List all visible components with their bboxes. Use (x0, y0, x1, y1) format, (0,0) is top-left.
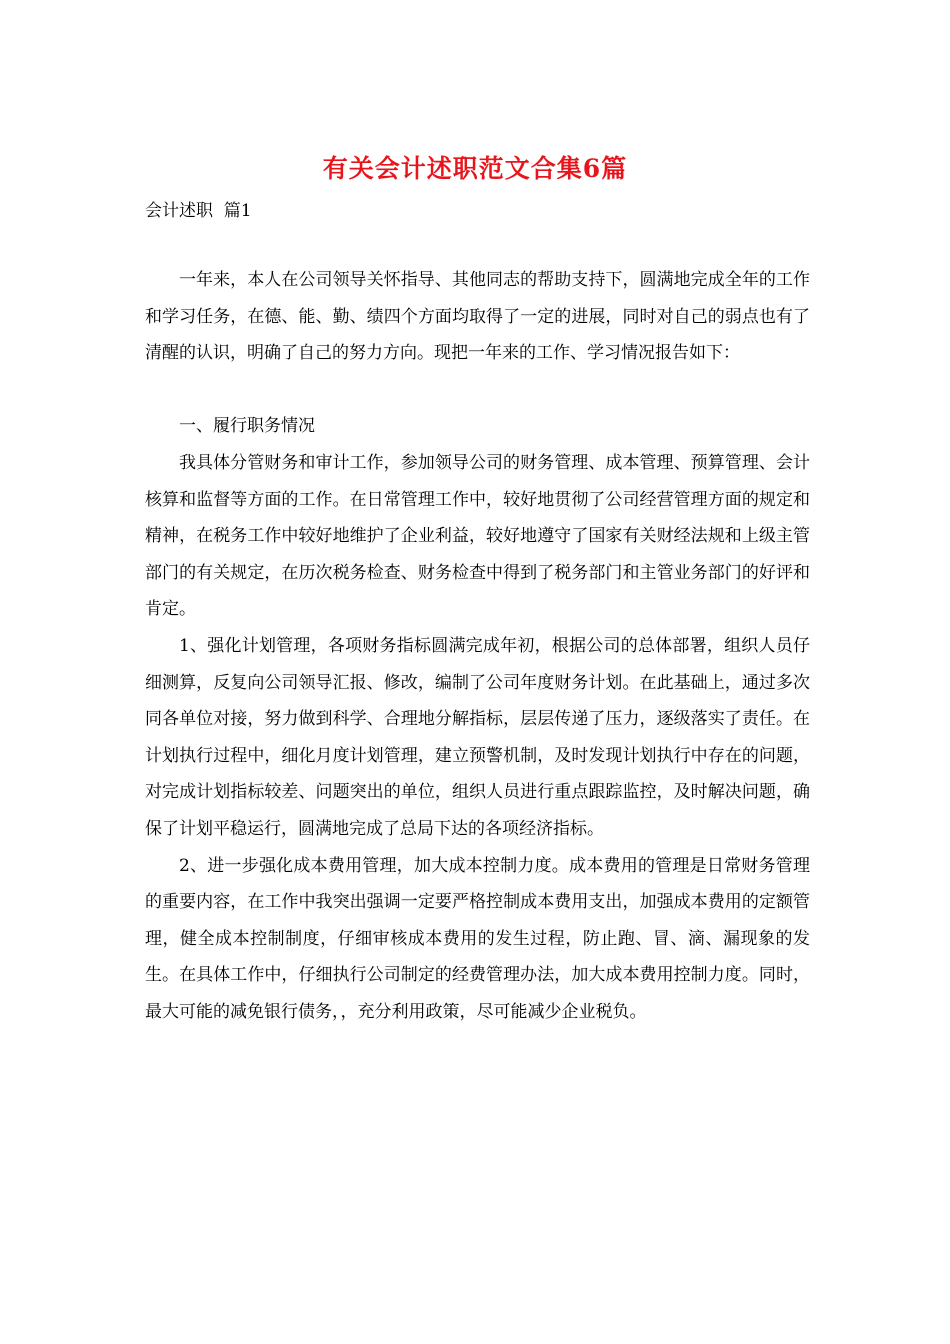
paragraph-duties: 我具体分管财务和审计工作，参加领导公司的财务管理、成本管理、预算管理、会计核算和监督等方面的工作。在日常管理工作中，较好地贯彻了公司经营管理方面的规定和精神，在税务工作中较好地维护了企业利益，较好地遵守了国家有关财经法规和上级主管部门的有关规定，在历次税务检查、财务检查中得到了税务部门和主管业务部门的好评和肯定。 (145, 452, 810, 620)
paragraph-gap (145, 372, 810, 409)
paragraph-heading-duties: 一、履行职务情况 (179, 416, 315, 437)
document-body (145, 262, 810, 1030)
paragraph-plan-management: 1、强化计划管理，各项财务指标圆满完成年初，根据公司的总体部署，组织人员仔细测算，反复向公司领导汇报、修改，编制了公司年度财务计划。在此基础上，通过多次同各单位对接，努力做到科学、合理地分解指标，层层传递了压力，逐级落实了责任。在计划执行过程中，细化月度计划管理，建立预警机制，及时发现计划执行中存在的问题，对完成计划指标较差、问题突出的单位，组织人员进行重点跟踪监控，及时解决问题，确保了计划平稳运行，圆满地完成了总局下达的各项经济指标。 (145, 635, 810, 839)
paragraph-intro: 一年来，本人在公司领导关怀指导、其他同志的帮助支持下，圆满地完成全年的工作和学习任务，在德、能、勤、绩四个方面均取得了一定的进展，同时对自己的弱点也有了清醒的认识，明确了自己的努力方向。现把一年来的工作、学习情况报告如下： (145, 270, 810, 364)
document-title: 有关会计述职范文合集6篇 (322, 154, 628, 183)
section-heading: 会计述职 篇1 (145, 201, 252, 221)
paragraph-cost-management: 2、进一步强化成本费用管理，加大成本控制力度。成本费用的管理是日常财务管理的重要内容，在工作中我突出强调一定要严格控制成本费用支出，加强成本费用的定额管理，健全成本控制制度，仔细审核成本费用的发生过程，防止跑、冒、滴、漏现象的发生。在具体工作中，仔细执行公司制定的经费管理办法，加大成本费用控制力度。同时，最大可能的减免银行债务，，充分利用政策，尽可能减少企业税负。 (145, 855, 810, 1022)
